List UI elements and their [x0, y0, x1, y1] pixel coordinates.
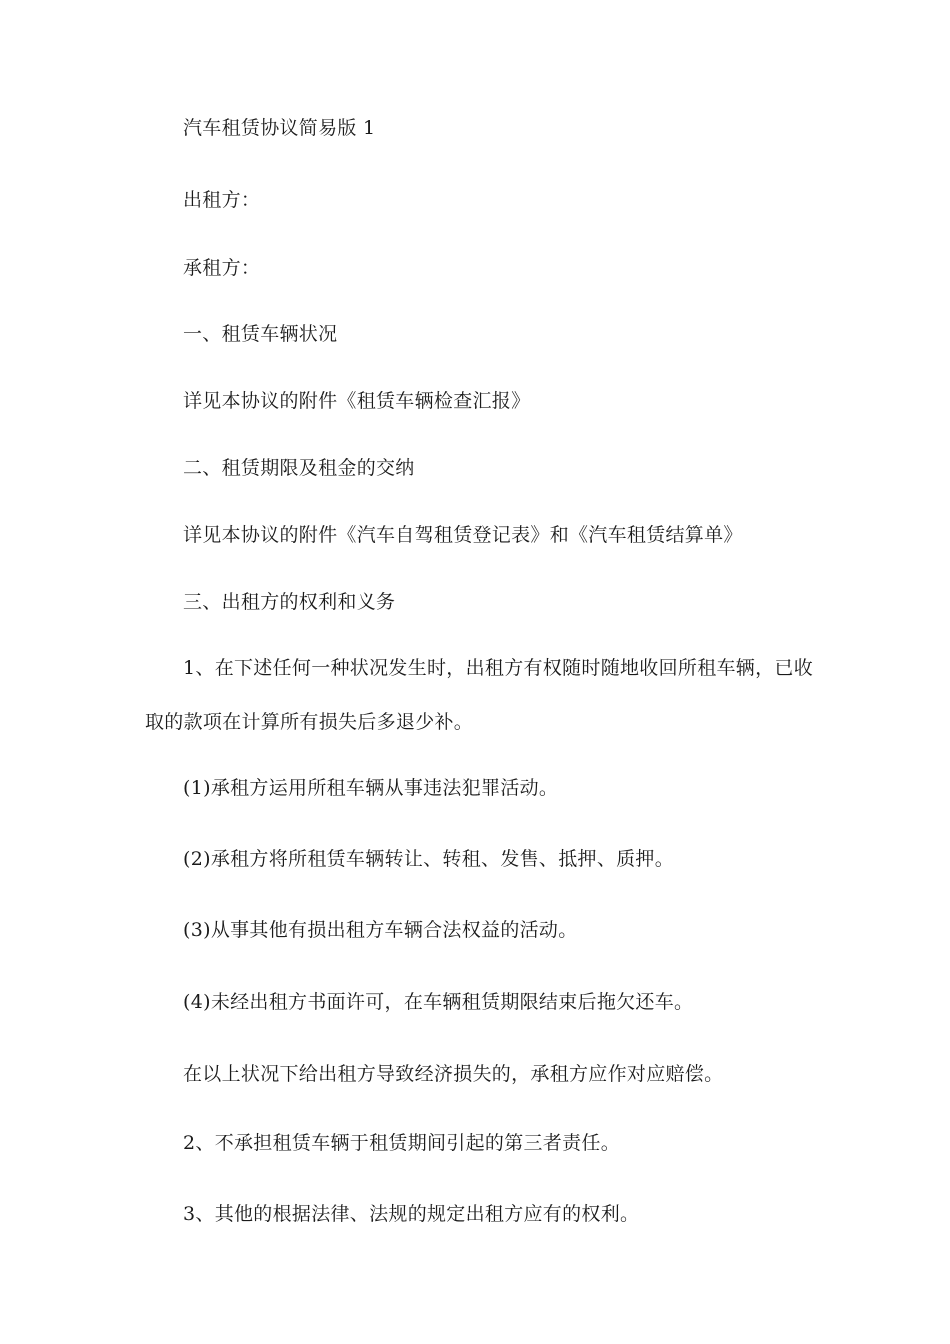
compensation-paragraph: 在以上状况下给出租方导致经济损失的，承租方应作对应赔偿。	[183, 1063, 724, 1085]
lessor-label: 出租方：	[183, 189, 261, 211]
section-1-heading: 一、租赁车辆状况	[183, 323, 338, 345]
clause-2: 2、不承担租赁车辆于租赁期间引起的第三者责任。	[183, 1132, 620, 1154]
lessee-label: 承租方：	[183, 257, 261, 279]
item-2: (2)承租方将所租赁车辆转让、转租、发售、抵押、质押。	[183, 848, 675, 870]
section-2-heading: 二、租赁期限及租金的交纳	[183, 457, 415, 479]
document-title: 汽车租赁协议简易版 1	[183, 117, 376, 139]
section-3-heading: 三、出租方的权利和义务	[183, 591, 396, 613]
item-3: (3)从事其他有损出租方车辆合法权益的活动。	[183, 919, 578, 941]
clause-1-line-2: 取的款项在计算所有损失后多退少补。	[145, 711, 474, 733]
clause-1-line-1: 1、在下述任何一种状况发生时，出租方有权随时随地收回所租车辆，已收	[183, 657, 813, 679]
item-4: (4)未经出租方书面许可，在车辆租赁期限结束后拖欠还车。	[183, 991, 694, 1013]
section-1-body: 详见本协议的附件《租赁车辆检查汇报》	[183, 390, 531, 412]
item-1: (1)承租方运用所租车辆从事违法犯罪活动。	[183, 777, 559, 799]
section-2-body: 详见本协议的附件《汽车自驾租赁登记表》和《汽车租赁结算单》	[183, 524, 743, 546]
clause-3: 3、其他的根据法律、法规的规定出租方应有的权利。	[183, 1203, 640, 1225]
